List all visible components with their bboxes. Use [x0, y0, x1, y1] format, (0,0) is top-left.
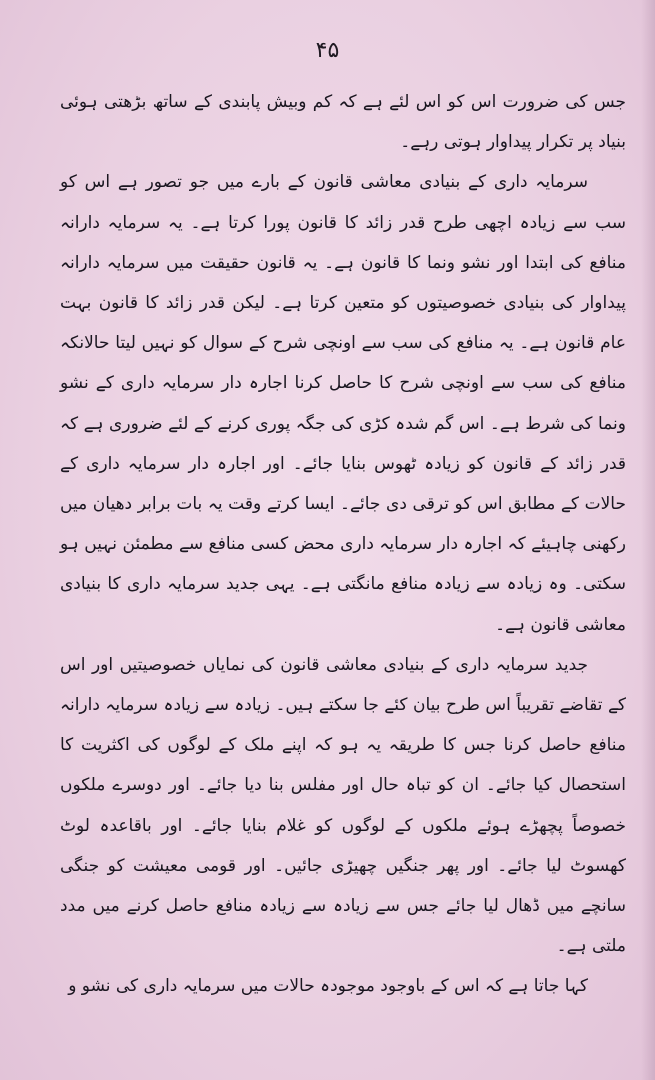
paragraph-2: سرمایہ داری کے بنیادی معاشی قانون کے بارے میں جو تصور ہے اس کو سب سے زیادہ اچھی طرح قدر زائد کا قانون پورا کرتا ہے۔ یہ سرمایہ دارانہ منافع کی ابتدا اور نشو ونما کا قانون ہے۔ یہ قانون حقیقت میں سرمایہ دارانہ پیداوار کی بنیادی خصوصیتوں کو متعین کرتا ہے۔ لیکن قدر زائد کا قانون بہت عام قانون ہے۔ یہ منافع کی سب سے اونچی شرح کے سوال کو نہیں لیتا حالانکہ منافع کی سب سے اونچی شرح کا حاصل کرنا اجارہ دار سرمایہ داری کے نشو ونما کی شرط ہے۔ اس گم شدہ کڑی کی جگہ پوری کرنے کے لئے ضروری ہے کہ قدر زائد کے قانون کو زیادہ ٹھوس بنایا جائے۔ اور اجارہ دار سرمایہ داری کے حالات کے مطابق اس کو ترقی دی جائے۔ ایسا کرتے وقت یہ بات برابر دھیان میں رکھنی چاہیئے کہ اجارہ دار سرمایہ داری محض کسی منافع سے مطمئن نہیں ہو سکتی۔ وہ زیادہ سے زیادہ منافع مانگتی ہے۔ یہی جدید سرمایہ داری کا بنیادی معاشی قانون ہے۔: [60, 172, 626, 635]
paragraph-1: جس کی ضرورت اس کو اس لئے ہے کہ کم وبیش پابندی کے ساتھ بڑھتی ہوئی بنیاد پر تکرار پیداوار ہوتی رہے۔: [60, 92, 626, 153]
paragraph-3: جدید سرمایہ داری کے بنیادی معاشی قانون کی نمایاں خصوصیتیں اور اس کے تقاضے تقریباً اس طرح بیان کئے جا سکتے ہیں۔ زیادہ سے زیادہ سرمایہ دارانہ منافع حاصل کرنا جس کا طریقہ یہ ہو کہ اپنے ملک کے لوگوں کی اکثریت کا استحصال کیا جائے۔ ان کو تباہ حال اور مفلس بنا دیا جائے۔ اور دوسرے ملکوں خصوصاً پچھڑے ہوئے ملکوں کے لوگوں کو غلام بنایا جائے۔ اور باقاعدہ لوٹ کھسوٹ لیا جائے۔ اور پھر جنگیں چھیڑی جائیں۔ اور قومی معیشت کو جنگی سانچے میں ڈھال لیا جائے جس سے زیادہ سے زیادہ منافع حاصل کرنے میں مدد ملتی ہے۔: [60, 654, 626, 957]
paragraph-4: کہا جاتا ہے کہ اس کے باوجود موجودہ حالات میں سرمایہ داری کی نشو و: [68, 976, 588, 997]
page-number: ۴۵: [315, 38, 340, 63]
body-text: [60, 82, 626, 1007]
page-edge-shadow: [641, 0, 655, 1080]
